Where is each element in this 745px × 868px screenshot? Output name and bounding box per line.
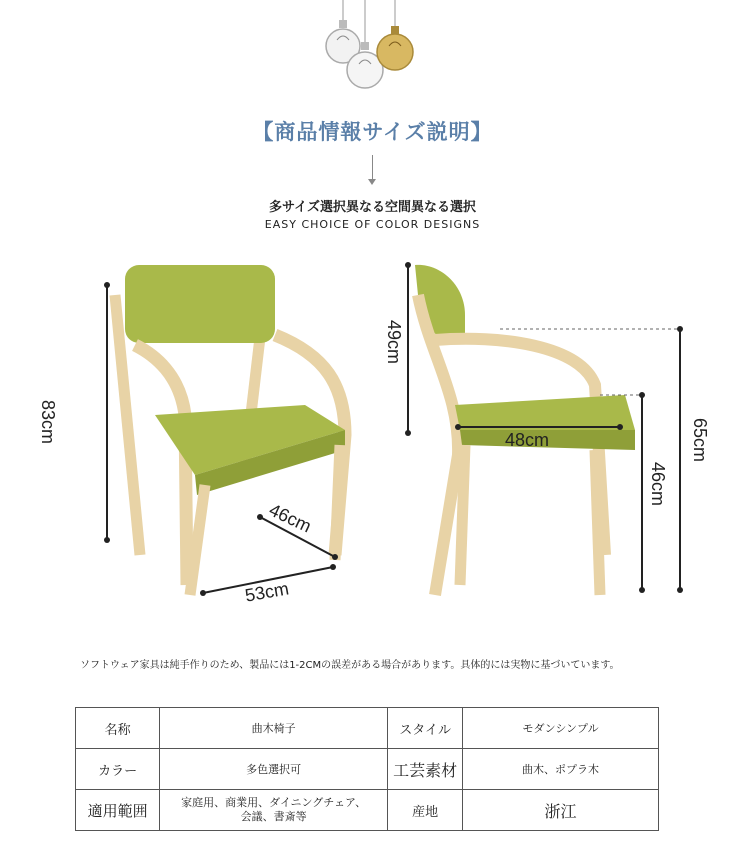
dim-arm-height: 65cm <box>690 418 710 463</box>
page-title: 【商品情報サイズ説明】 <box>252 120 493 144</box>
chair-front-view <box>95 255 365 615</box>
dim-seat-height: 46cm <box>648 462 668 507</box>
spec-key: 名称 <box>76 708 160 749</box>
spec-value: 多色選択可 <box>160 749 388 790</box>
spec-table <box>75 707 659 831</box>
table-row <box>76 749 659 790</box>
subtitle: 多サイズ選択異なる空間異なる選択 <box>269 200 476 215</box>
spec-key: 適用範囲 <box>76 790 160 831</box>
spec-value: 家庭用、商業用、ダイニングチェア、会議、書斎等 <box>160 790 388 831</box>
dim-depth: 46cm <box>266 499 315 537</box>
dim-height-total: 83cm <box>38 400 58 445</box>
subtitle-english: EASY CHOICE OF COLOR DESIGNS <box>264 218 481 231</box>
tolerance-note: ソフトウェア家具は純手作りのため、製品には1-2CMの誤差がある場合があります。具体的には実物に基づいています。 <box>80 660 620 671</box>
down-arrow-icon <box>368 179 376 185</box>
spec-key: カラー <box>76 749 160 790</box>
table-row <box>76 790 659 831</box>
dim-width: 53cm <box>243 578 291 606</box>
dim-back-height: 49cm <box>384 320 404 365</box>
spec-key: スタイル <box>388 708 463 749</box>
spec-value: 曲木椅子 <box>160 708 388 749</box>
spec-value: 曲木、ポプラ木 <box>463 749 659 790</box>
spec-value: モダンシンプル <box>463 708 659 749</box>
pendant-lamps-image <box>315 0 425 92</box>
spec-key: 工芸素材 <box>388 749 463 790</box>
dim-seat-width: 48cm <box>505 430 550 450</box>
table-row <box>76 708 659 749</box>
spec-value: 浙江 <box>463 790 659 831</box>
spec-key: 産地 <box>388 790 463 831</box>
